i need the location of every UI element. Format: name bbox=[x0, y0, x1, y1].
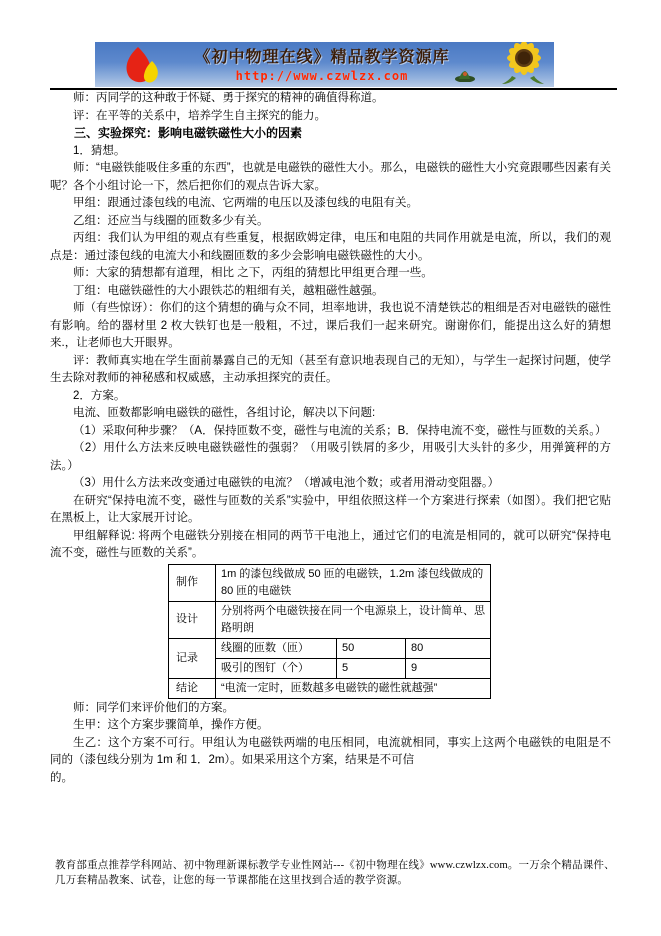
paragraph: 在研究“保持电流不变，磁性与匝数的关系”实验中，甲组依照这样一个方案进行探索（如图）。我们把它贴在黑板上，让大家展开讨论。 bbox=[50, 494, 611, 524]
table-cell-conclusion-text: “电流一定时，匝数越多电磁铁的磁性就越强” bbox=[216, 678, 491, 698]
table-cell-turns-name: 线圈的匝数（匝） bbox=[216, 638, 337, 658]
paragraph: 师：“电磁铁能吸住多重的东西”，也就是电磁铁的磁性大小。那么，电磁铁的磁性大小究竟跟哪些因素有关呢？各个小组讨论一下，然后把你们的观点告诉大家。 bbox=[50, 162, 611, 192]
table-cell-design-label: 设计 bbox=[169, 601, 216, 638]
paragraph: 电流、匝数都影响电磁铁的磁性，各组讨论，解决以下问题: bbox=[73, 407, 376, 419]
table-row bbox=[169, 658, 491, 678]
site-banner bbox=[95, 42, 554, 87]
page-footer bbox=[55, 858, 615, 888]
table-cell-pins-name: 吸引的图钉（个） bbox=[216, 658, 337, 678]
table-cell-make-label: 制作 bbox=[169, 564, 216, 601]
table-row bbox=[169, 601, 491, 638]
paragraph: 评：教师真实地在学生面前暴露自己的无知（甚至有意识地表现自己的无知），与学生一起探讨问题，使学生去除对教师的神秘感和权威感，主动承担探究的责任。 bbox=[50, 354, 611, 384]
paragraph: （2）用什么方法来反映电磁铁磁性的强弱？（用吸引铁屑的多少，用吸引大头针的多少，用弹簧秤的方法。） bbox=[50, 442, 611, 472]
paragraph: 的。 bbox=[50, 771, 73, 784]
paragraph: 甲组解释说: 将两个电磁铁分别接在相同的两节干电池上，通过它们的电流是相同的，就可以研究“保持电流不变，磁性与匝数的关系”。 bbox=[50, 529, 611, 559]
paragraph: 评：在平等的关系中，培养学生自主探究的能力。 bbox=[73, 109, 326, 122]
table-cell-turns-v2: 80 bbox=[406, 638, 491, 658]
plant-icon bbox=[454, 68, 476, 87]
paragraph: 丙组：我们认为甲组的观点有些重复，根据欧姆定律，电压和电阻的共同作用就是电流，所以，我们的观点是：通过漆包线的电流大小和线圈匝数的多少会影响电磁铁磁性的大小。 bbox=[50, 232, 611, 262]
table-cell-design-text: 分别将两个电磁铁接在同一个电源泉上，设计简单、思路明朗 bbox=[216, 601, 491, 638]
paragraph: 师（有些惊讶）：你们的这个猜想的确与众不同，坦率地讲，我也说不清楚铁芯的粗细是否对电磁铁的磁性有影响。给的器材里 2 枚大铁钉也是一般粗，不过，课后我们一起来研究。谢谢你们，能提出这么好的猜想来.，让老师也大开眼界。 bbox=[50, 302, 611, 349]
site-url-link[interactable]: http://www.czwlzx.com bbox=[235, 69, 409, 83]
paragraph: 师：丙同学的这种敢于怀疑、勇于探究的精神的确值得称道。 bbox=[73, 92, 384, 104]
table-cell-conclusion-label: 结论 bbox=[169, 678, 216, 698]
table-row bbox=[169, 638, 491, 658]
sunflower-icon bbox=[496, 42, 552, 87]
site-title: 《初中物理在线》精品教学资源库 bbox=[194, 49, 450, 66]
paragraph: 乙组：还应当与线圈的匝数多少有关。 bbox=[73, 214, 269, 227]
document-body bbox=[50, 90, 611, 787]
section-heading: 三、实验探究：影响电磁铁磁性大小的因素 bbox=[74, 126, 303, 140]
table-cell-pins-v1: 5 bbox=[337, 658, 406, 678]
paragraph: 师：同学们来评价他们的方案。 bbox=[73, 701, 234, 714]
paragraph: （1）采取何种步骤？（A．保持匝数不变，磁性与电流的关系；B．保持电流不变，磁性与匝数的关系。） bbox=[73, 424, 607, 437]
table-cell-record-label: 记录 bbox=[169, 638, 216, 678]
paragraph: （3）用什么方法来改变通过电磁铁的电流？（增减电池个数；或者用滑动变阻器。） bbox=[73, 477, 500, 489]
table-row bbox=[169, 564, 491, 601]
paragraph: 2．方案。 bbox=[73, 389, 126, 402]
paragraph: 生甲：这个方案步骤简单，操作方便。 bbox=[73, 719, 269, 731]
table-cell-turns-v1: 50 bbox=[337, 638, 406, 658]
logo-flame-icon bbox=[119, 45, 161, 87]
paragraph: 1．猜想。 bbox=[73, 144, 126, 157]
paragraph: 丁组：电磁铁磁性的大小跟铁芯的粗细有关，越粗磁性越强。 bbox=[73, 284, 384, 297]
experiment-plan-table bbox=[168, 564, 491, 699]
footer-line: 几万套精品教案、试卷，让您的每一节课都能在这里找到合适的教学资源。 bbox=[55, 875, 409, 886]
paragraph: 甲组：跟通过漆包线的电流、它两端的电压以及漆包线的电阻有关。 bbox=[73, 197, 418, 209]
paragraph: 生乙：这个方案不可行。甲组认为电磁铁两端的电压相同，电流就相同，事实上这两个电磁铁的电阻是不同的（漆包线分别为 1m 和 1．2m）。如果采用这个方案，结果是不可信 bbox=[50, 736, 611, 766]
table-row bbox=[169, 678, 491, 698]
table-cell-pins-v2: 9 bbox=[406, 658, 491, 678]
footer-line: 教育部重点推荐学科网站、初中物理新课标教学专业性网站---《初中物理在线》www.czwlzx.com。一万余个精品课件、 bbox=[55, 860, 615, 871]
paragraph: 师：大家的猜想都有道理，相比 之下，丙组的猜想比甲组更合理一些。 bbox=[73, 267, 433, 279]
table-cell-make-text: 1m 的漆包线做成 50 匝的电磁铁，1.2m 漆包线做成的 80 匝的电磁铁 bbox=[216, 564, 491, 601]
